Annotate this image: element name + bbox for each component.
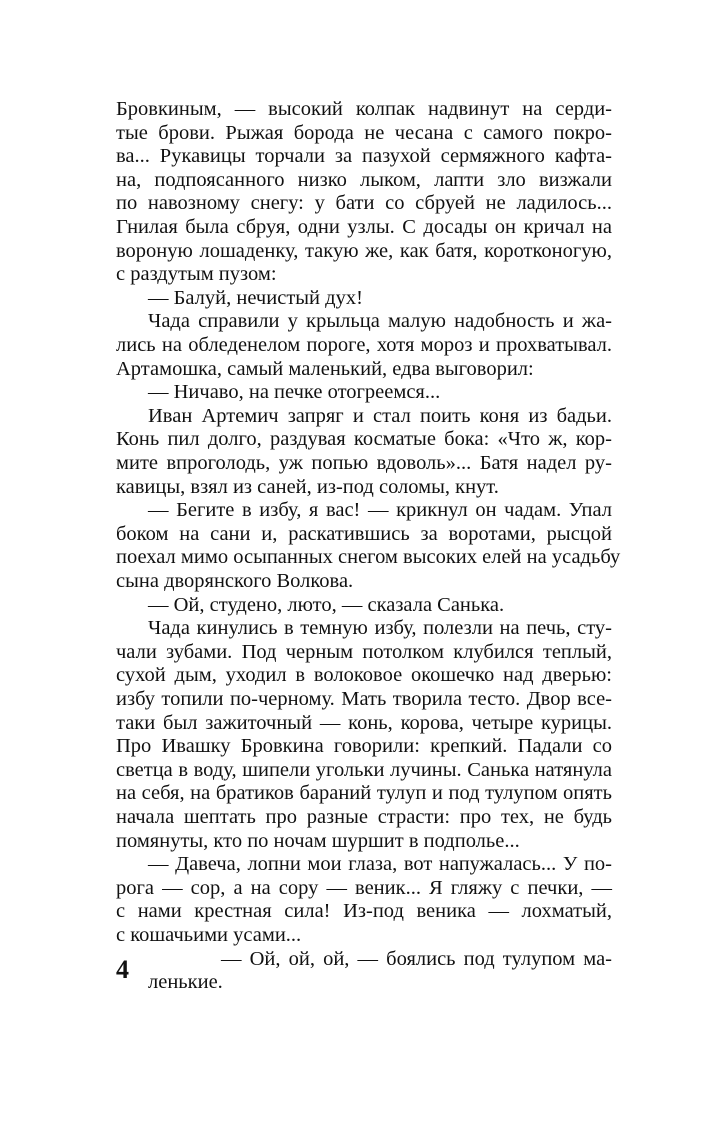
text-line: вороную лошаденку, такую же, как батя, коротконогую, — [116, 239, 612, 262]
text-line: начала шептать про разные страсти: про тех, не будь — [116, 806, 612, 828]
text-line: ва... Рукавицы торчали за пазухой сермяжного кафта- — [116, 145, 612, 168]
text-line: ленькие. — [148, 971, 223, 994]
text-line: по навозному снегу: у бати со сбруей не ладилось... — [116, 192, 612, 215]
text-line: рога — сор, а на сору — веник... Я гляжу с печки, — — [116, 876, 612, 899]
text-line: Про Ивашку Бровкина говорили: крепкий. Падали со — [116, 735, 612, 758]
text-line: таки был зажиточный — конь, корова, четыре курицы. — [116, 711, 612, 734]
text-line: на себя, на братиков бараний тулуп и под тулупом опять — [116, 782, 612, 805]
page-number: 4 — [116, 954, 129, 984]
text-line: мите впроголодь, уж попью вдоволь»... Батя надел ру- — [116, 452, 612, 474]
text-line: поехал мимо осыпанных снегом высоких елей на усадьбу — [116, 546, 621, 569]
text-line: Бровкиным, — высокий колпак надвинут на серди- — [116, 98, 612, 120]
text-line: боком на сани и, раскатившись за воротами, рысцой — [116, 522, 612, 545]
text-line: избу топили по-черному. Мать творила тесто. Двор все- — [116, 688, 612, 710]
text-line: Иван Артемич запряг и стал поить коня из бадьи. — [148, 404, 612, 427]
text-line: сына дворянского Волкова. — [116, 570, 354, 592]
text-line: с кошачьими усами... — [116, 924, 302, 946]
text-line: лись на обледенелом пороге, хотя мороз и прохватывал. — [116, 334, 612, 356]
text-line: Артамошка, самый маленький, едва выговорил: — [116, 357, 534, 380]
text-line: Чада справили у крыльца малую надобность и жа- — [148, 310, 612, 333]
text-line: сухой дым, уходил в волоковое окошечко над дверью: — [116, 664, 612, 687]
text-line: — Ничаво, на печке отогреемся... — [148, 381, 441, 404]
text-line: — Ой, ой, ой, — боялись под тулупом ма- — [221, 947, 612, 970]
text-line: чали зубами. Под черным потолком клубился теплый, — [116, 640, 612, 663]
text-line: тые брови. Рыжая борода не чесана с самого покро- — [116, 121, 612, 144]
text-line: — Давеча, лопни мои глаза, вот напужалась... У по- — [148, 853, 612, 876]
text-line: кавицы, взял из саней, из-под соломы, кнут. — [116, 475, 499, 498]
text-line: Гнилая была сбруя, одни узлы. С досады он кричал на — [116, 216, 612, 238]
text-line: — Балуй, нечистый дух! — [148, 286, 363, 309]
text-line: — Бегите в избу, я вас! — крикнул он чадам. Упал — [148, 499, 612, 522]
text-line: помянуты, кто по ночам шуршит в подполье... — [116, 829, 520, 852]
text-line: — Ой, студено, люто, — сказала Санька. — [148, 593, 505, 616]
text-line: с раздутым пузом: — [116, 263, 277, 286]
text-line: с нами крестная сила! Из-под веника — лохматый, — [116, 900, 612, 923]
text-line: Чада кинулись в темную избу, полезли на печь, сту- — [148, 617, 612, 640]
text-line: светца в воду, шипели угольки лучины. Санька натянула — [116, 758, 612, 781]
text-line: Конь пил долго, раздувая косматые бока: «Что ж, кор- — [116, 428, 612, 451]
text-line: на, подпоясанного низко лыком, лапти зло визжали — [116, 168, 612, 191]
